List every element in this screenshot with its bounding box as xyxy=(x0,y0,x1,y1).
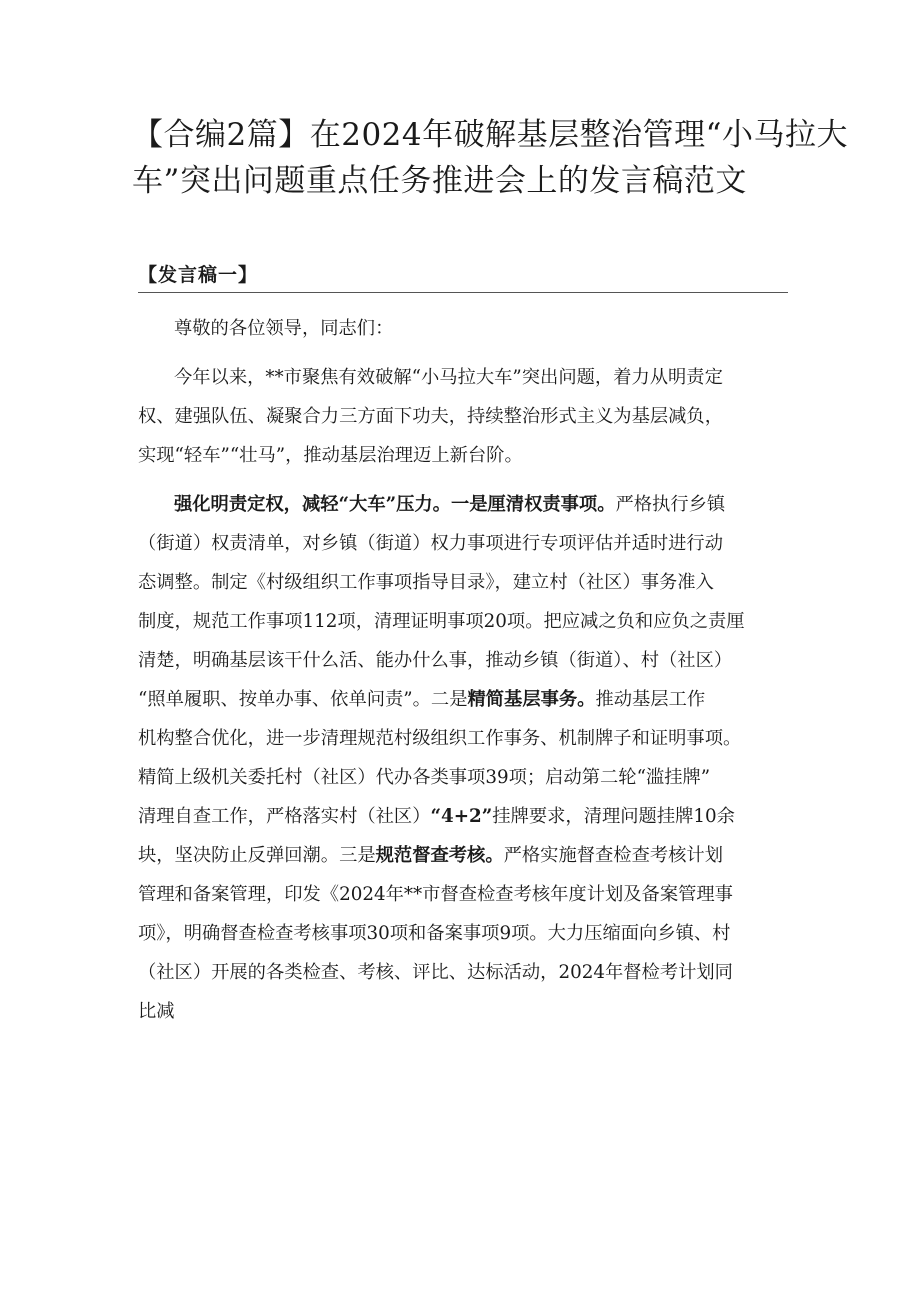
main-line-6-rest: 推动基层工作 xyxy=(595,689,706,710)
main-line-11: 管理和备案管理，印发《2024年**市督查检查考核年度计划及备案管理事 xyxy=(138,884,733,905)
main-line-4: 制度，规范工作事项112项，清理证明事项20项。把应减之负和应负之责厘 xyxy=(138,611,745,632)
main-line-8: 精简上级机关委托村（社区）代办各类事项39项；启动第二轮“滥挂牌” xyxy=(138,767,711,788)
main-line-10-start: 块，坚决防止反弹回潮。三是 xyxy=(138,845,376,866)
main-line-6-start: “照单履职、按单办事、依单问责”。二是 xyxy=(138,689,468,710)
main-line-5: 清楚，明确基层该干什么活、能办什么事，推动乡镇（街道）、村（社区） xyxy=(138,650,733,671)
main-line-7: 机构整合优化，进一步清理规范村级组织工作事务、机制牌子和证明事项。 xyxy=(138,728,742,749)
main-line-14: 比减 xyxy=(138,1001,175,1022)
main-line-1 xyxy=(138,485,794,524)
section-heading-text: 【发言稿一】 xyxy=(138,264,259,286)
main-line-6-bold: 精简基层事务。 xyxy=(467,689,596,710)
main-line-9 xyxy=(138,797,794,836)
main-line-3: 态调整。制定《村级组织工作事项指导目录》，建立村（社区）事务准入 xyxy=(138,572,714,593)
main-line-10-rest: 严格实施督查检查考核计划 xyxy=(503,845,723,866)
intro-line-3: 实现“轻车”“壮马”，推动基层治理迈上新台阶。 xyxy=(138,445,523,466)
main-line-10 xyxy=(138,836,794,875)
main-line-2: （街道）权责清单，对乡镇（街道）权力事项进行专项评估并适时进行动 xyxy=(138,533,723,554)
intro-line-2: 权、建强队伍、凝聚合力三方面下功夫，持续整治形式主义为基层减负， xyxy=(138,406,723,427)
section-heading xyxy=(138,258,788,293)
title-line-1: 【合编2篇】在2024年破解基层整治管理“小马拉大 xyxy=(132,117,848,153)
main-line-1-rest: 严格执行乡镇 xyxy=(615,494,726,515)
main-line-6 xyxy=(138,680,794,719)
main-line-12: 项》，明确督查检查考核事项30项和备案事项9项。大力压缩面向乡镇、村 xyxy=(138,923,731,944)
intro-line-1: 今年以来，**市聚焦有效破解“小马拉大车”突出问题，着力从明责定 xyxy=(174,367,723,388)
salutation-line: 尊敬的各位领导，同志们： xyxy=(174,318,394,339)
main-paragraph xyxy=(138,485,794,1031)
main-line-9-bold: “4+2” xyxy=(430,806,493,827)
main-line-13: （社区）开展的各类检查、考核、评比、达标活动，2024年督检考计划同 xyxy=(138,962,733,983)
main-line-9-rest: 挂牌要求，清理问题挂牌10余 xyxy=(492,806,735,827)
intro-paragraph xyxy=(138,358,794,475)
main-line-9-start: 清理自查工作，严格落实村（社区） xyxy=(138,806,431,827)
document-title xyxy=(132,112,848,204)
salutation-paragraph xyxy=(138,309,794,348)
main-line-10-bold: 规范督查考核。 xyxy=(375,845,504,866)
main-line-1-bold: 强化明责定权，减轻“大车”压力。一是厘清权责事项。 xyxy=(174,494,616,515)
body-text xyxy=(138,309,794,1041)
title-line-2: 车”突出问题重点任务推进会上的发言稿范文 xyxy=(132,163,747,199)
